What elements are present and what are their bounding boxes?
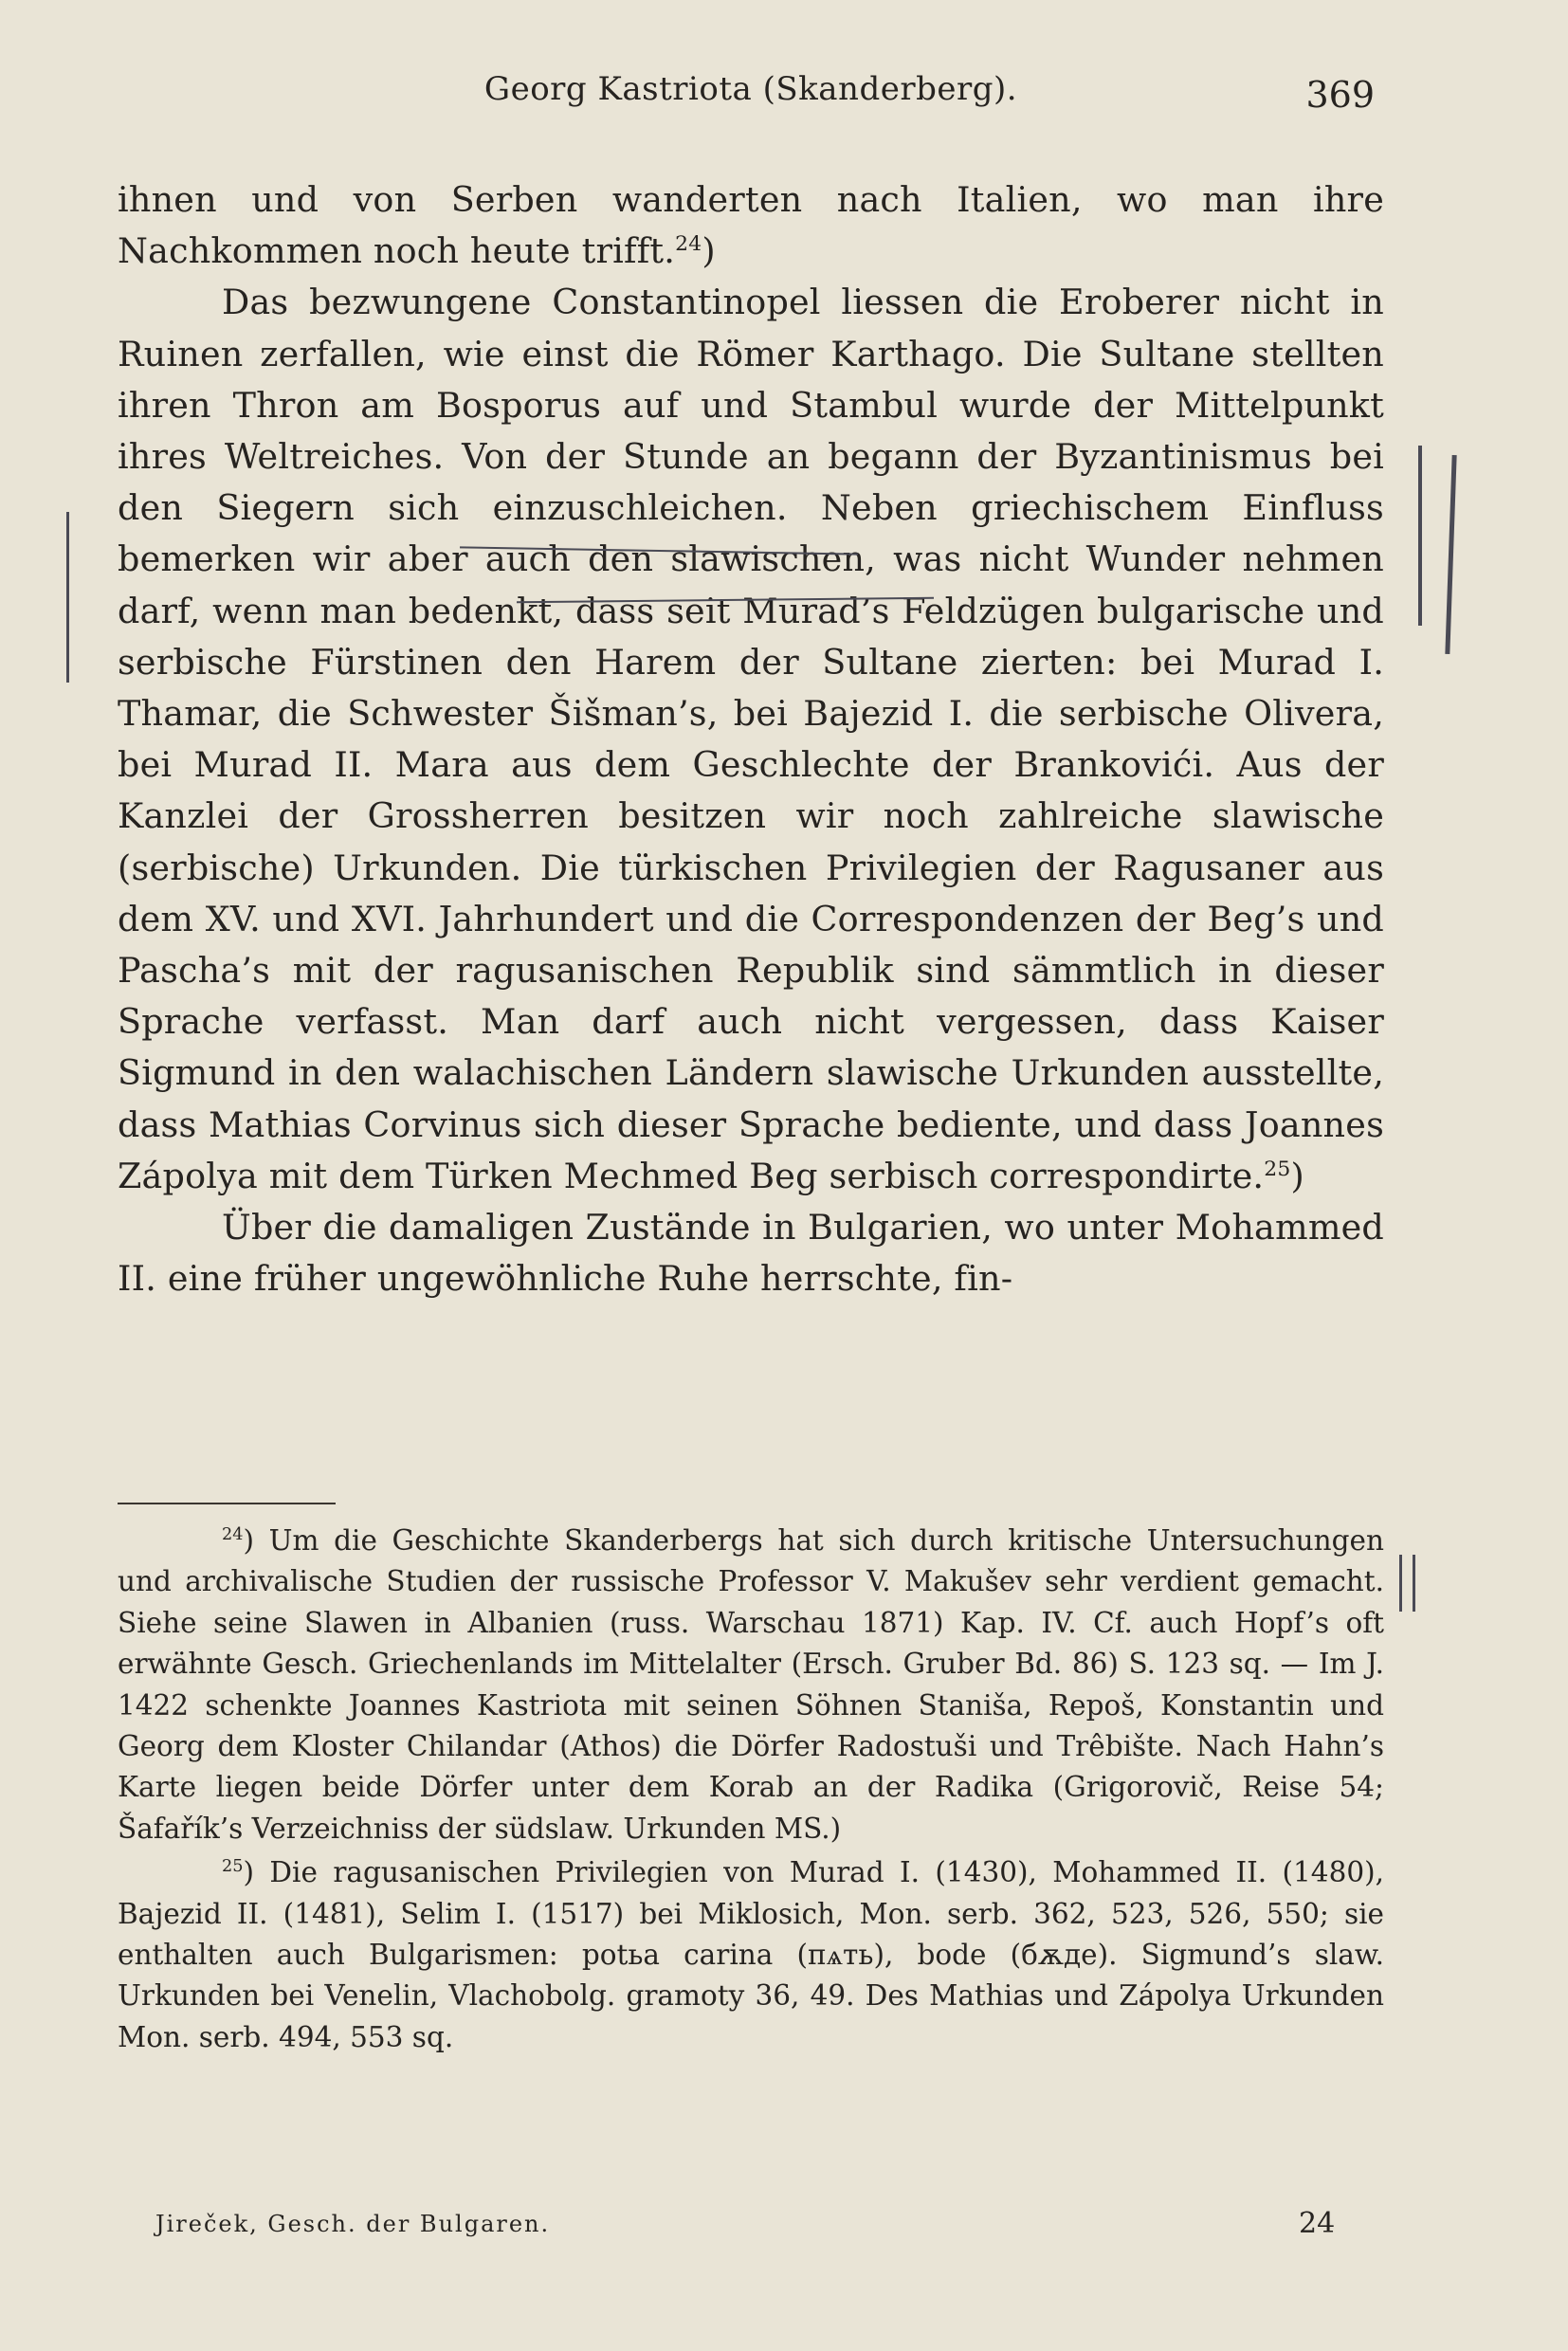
footnote-25-text: Die ragusanischen Privilegien von Murad I. (1430), Mohammed II. (1480), Bajezid II. (1481), Selim I. (1517) bei Miklosich, Mon. serb. 362, 523, 526, 550; sie enthalten auch Bulgarismen: potьa carina (пѧть), bode (бѫде). Sigmund’s slaw. Urkunden bei Venelin, Vlachobolg. gramoty 36, 49. Des Mathias und Zápolya Urkunden Mon. serb. 494, 553 sq. bbox=[118, 1856, 1384, 2053]
pencil-margin-line bbox=[1445, 455, 1456, 654]
footnote-ref-24: 24 bbox=[675, 232, 702, 257]
footnote-mark: 24 bbox=[222, 1525, 244, 1545]
paragraph-2 bbox=[118, 277, 1384, 1202]
paragraph-2-end: ) bbox=[1290, 1155, 1304, 1196]
signature-line: Jireček, Gesch. der Bulgaren. bbox=[155, 2211, 551, 2237]
paragraph-3 bbox=[118, 1202, 1384, 1304]
footnote-25: $^{25}$) Die ragusanischen Privilegien von Murad I. (1430), Mohammed II. (1480), Bajezid II. (1481), Selim I. (1517) bei Miklosich, Mon. serb. 362, 523, 526, 550; sie enthalten auch Bulgarismen: potьa carina (пѧть), bode (бѫде). Sigmund’s slaw. Urkunden bei Venelin, Vlachobolg. gramoty 36, 49. Des Mathias und Zápolya Urkunden Mon. serb. 494, 553 sq. bbox=[118, 1856, 1384, 2053]
footnote-mark: 25 bbox=[222, 1857, 244, 1877]
paragraph-1-text: ihnen und von Serben wanderten nach Italien, wo man ihre Nachkommen noch heute trifft. bbox=[118, 179, 1384, 272]
footnote-24: $^{24}$) Um die Geschichte Skanderbergs hat sich durch kritische Untersuchungen und archivalische Studien der russische Professor V. Makušev sehr verdient gemacht. Siehe seine Slawen in Albanien (russ. Warschau 1871) Kap. IV. Cf. auch Hopf’s oft erwähnte Gesch. Griechenlands im Mittelalter (Ersch. Gruber Bd. 86) S. 123 sq. — Im J. 1422 schenkte Joannes Kastriota mit seinen Söhnen Staniša, Repoš, Konstantin und Georg dem Kloster Chilandar (Athos) die Dörfer Radostuši und Trêbište. Nach Hahn’s Karte liegen beide Dörfer unter dem Korab an der Radika (Grigorovič, Reise 54; Šafařík’s Verzeichniss der südslaw. Urkunden MS.) bbox=[118, 1524, 1384, 1845]
main-text bbox=[118, 174, 1384, 1304]
footnote-ref-25: 25 bbox=[1264, 1157, 1291, 1181]
sheet-number: 24 bbox=[1299, 2207, 1336, 2240]
footnote-24-text: Um die Geschichte Skanderbergs hat sich durch kritische Untersuchungen und archivalische Studien der russische Professor V. Makušev sehr verdient gemacht. Siehe seine Slawen in Albanien (russ. Warschau 1871) Kap. IV. Cf. auch Hopf’s oft erwähnte Gesch. Griechenlands im Mittelalter (Ersch. Gruber Bd. 86) S. 123 sq. — Im J. 1422 schenkte Joannes Kastriota mit seinen Söhnen Staniša, Repoš, Konstantin und Georg dem Kloster Chilandar (Athos) die Dörfer Radostuši und Trêbište. Nach Hahn’s Karte liegen beide Dörfer unter dem Korab an der Radika (Grigorovič, Reise 54; Šafařík’s Verzeichniss der südslaw. Urkunden MS.) bbox=[118, 1524, 1384, 1845]
footnotes bbox=[118, 1521, 1384, 2058]
pencil-margin-line bbox=[66, 512, 69, 683]
pencil-margin-line bbox=[1413, 1555, 1415, 1612]
paragraph-2-text: Das bezwungene Constantinopel liessen die Eroberer nicht in Ruinen zerfallen, wie einst die Römer Karthago. Die Sultane stellten ihren Thron am Bosporus auf und Stambul wurde der Mittelpunkt ihres Weltreiches. Von der Stunde an begann der Byzantinismus bei den Siegern sich einzuschleichen. Neben griechischem Einfluss bemerken wir aber auch den slawischen, was nicht Wunder nehmen darf, wenn man bedenkt, dass seit Murad’s Feldzügen bulgarische und serbische Fürstinen den Harem der Sultane zierten: bei Murad I. Thamar, die Schwester Šišman’s, bei Bajezid I. die serbische Olivera, bei Murad II. Mara aus dem Geschlechte der Brankovići. Aus der Kanzlei der Grossherren besitzen wir noch zahlreiche slawische (serbische) Urkunden. Die türkischen Privilegien der Ragusaner aus dem XV. und XVI. Jahrhundert und die Correspondenzen der Beg’s und Pascha’s mit der ragusanischen Republik sind sämmtlich in dieser Sprache verfasst. Man darf auch nicht vergessen, dass Kaiser Sigmund in den walachischen Ländern slawische Urkunden ausstellte, dass Mathias Corvinus sich dieser Sprache bediente, und dass Joannes Zápolya mit dem Türken Mechmed Beg serbisch correspondirte. bbox=[118, 282, 1384, 1196]
pencil-margin-line bbox=[1399, 1555, 1402, 1612]
page-header bbox=[118, 70, 1384, 127]
page-number: 369 bbox=[1305, 74, 1375, 116]
paragraph-1-end: ) bbox=[702, 230, 716, 272]
running-title: Georg Kastriota (Skanderberg). bbox=[483, 70, 1018, 108]
paragraph-1 bbox=[118, 174, 1384, 277]
paragraph-3-text: Über die damaligen Zustände in Bulgarien, wo unter Mohammed II. eine früher ungewöhnliche Ruhe herrschte, fin- bbox=[118, 1207, 1384, 1300]
page-footer bbox=[118, 2207, 1384, 2249]
pencil-margin-line bbox=[1418, 446, 1422, 626]
footnote-separator bbox=[118, 1503, 336, 1504]
